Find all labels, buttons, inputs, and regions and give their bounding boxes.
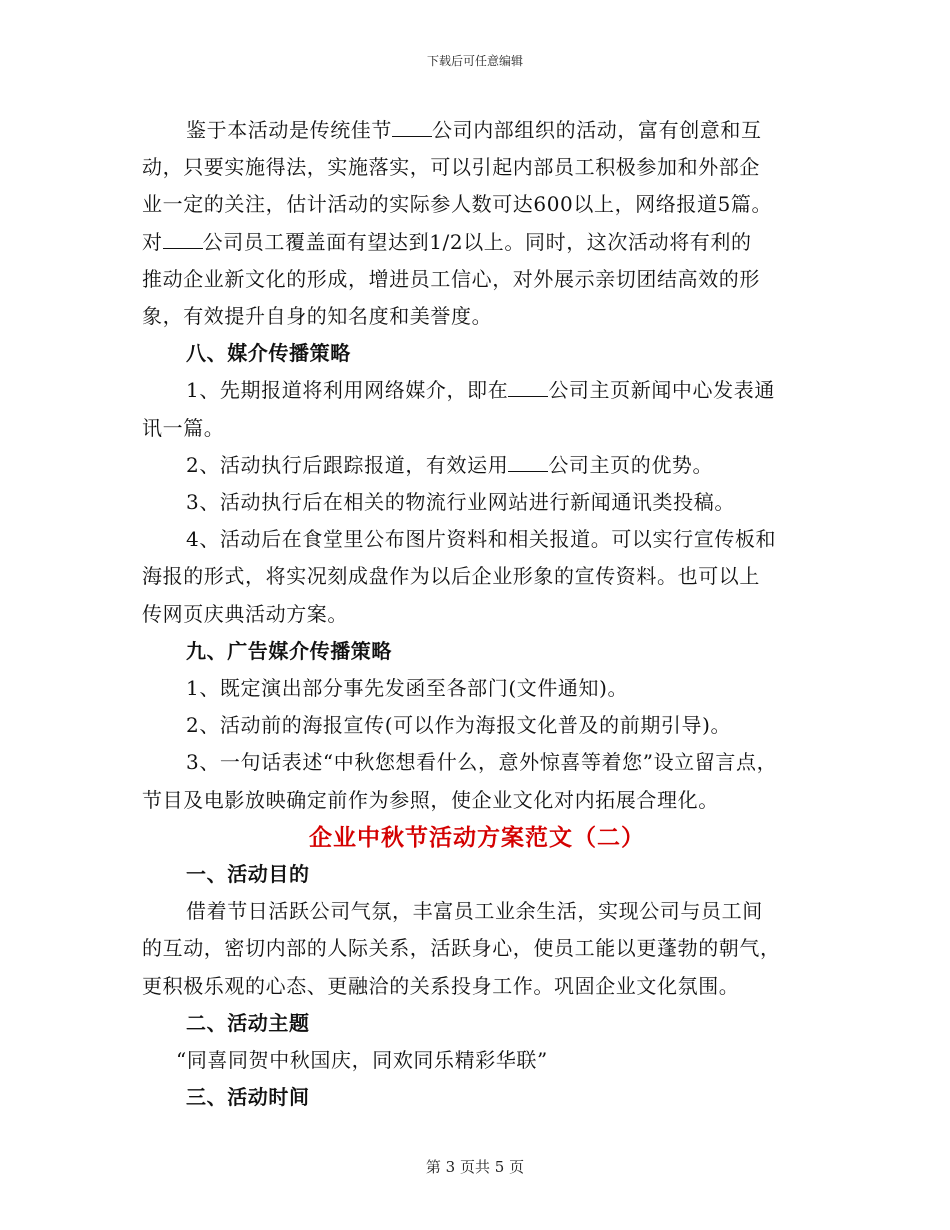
section-title: 企业中秋节活动方案范文（二）: [309, 823, 645, 851]
heading-time: 三、活动时间: [186, 1085, 310, 1110]
text-run: 公司主页新闻中心发表通: [548, 378, 775, 403]
intro-paragraph: [142, 112, 812, 335]
fill-in-blank: [163, 230, 203, 249]
text-run: 鉴于本活动是传统佳节: [186, 118, 392, 142]
ad-item-2: [142, 707, 812, 744]
heading-ad-strategy: 九、广告媒介传播策略: [186, 638, 392, 663]
purpose-paragraph: [142, 893, 812, 1005]
text-line: 海报的形式，将实况刻成盘作为以后企业形象的宣传资料。也可以上: [142, 564, 760, 589]
fill-in-blank: [508, 453, 548, 472]
text-line: [142, 112, 812, 149]
text-line: 2、活动前的海报宣传(可以作为海报文化普及的前期引导)。: [186, 713, 732, 738]
text-line: 业一定的关注，估计活动的实际参人数可达600以上，网络报道5篇。: [142, 192, 773, 217]
media-item-2: [142, 447, 812, 484]
text-run: 2、活动执行后跟踪报道，有效运用: [186, 452, 509, 477]
text-line: 3、一句话表述“中秋您想看什么，意外惊喜等着您”设立留言点，: [186, 750, 778, 775]
text-line: 的互动，密切内部的人际关系，活跃身心，使员工能以更蓬勃的朝气，: [142, 936, 781, 961]
media-item-3: [142, 484, 812, 521]
text-line: “同喜同贺中秋国庆，同欢同乐精彩华联”: [176, 1048, 548, 1073]
heading-media-strategy: 八、媒介传播策略: [186, 341, 351, 366]
text-line: 讯一篇。: [142, 415, 225, 440]
fill-in-blank: [508, 378, 548, 397]
media-item-1: [142, 372, 812, 446]
ad-item-1: [142, 670, 812, 707]
page-header: 下载后可任意编辑: [426, 54, 523, 68]
heading-purpose: 一、活动目的: [186, 862, 310, 887]
document-body: [142, 112, 812, 1116]
text-line: 借着节日活跃公司气氛，丰富员工业余生活，实现公司与员工间: [186, 899, 763, 924]
fill-in-blank: [392, 118, 432, 137]
ad-item-3: [142, 744, 812, 818]
heading-theme: 二、活动主题: [186, 1010, 310, 1035]
text-line: [142, 447, 812, 484]
text-line: [142, 224, 812, 261]
page-footer: 第 3 页共 5 页: [425, 1158, 525, 1176]
text-line: 动，只要实施得法，实施落实，可以引起内部员工积极参加和外部企: [142, 155, 760, 180]
text-line: 传网页庆典活动方案。: [142, 601, 348, 626]
text-line: 4、活动后在食堂里公布图片资料和相关报道。可以实行宣传板和: [186, 527, 777, 552]
text-run: 1、先期报道将利用网络媒介，即在: [186, 378, 509, 403]
media-item-4: [142, 521, 812, 633]
text-line: 3、活动执行后在相关的物流行业网站进行新闻通讯类投稿。: [186, 490, 735, 515]
text-line: 更积极乐观的心态、更融洽的关系投身工作。巩固企业文化氛围。: [142, 973, 740, 998]
text-line: [142, 372, 812, 409]
text-run: 公司内部组织的活动，富有创意和互: [432, 118, 762, 142]
theme-paragraph: [142, 1042, 812, 1079]
text-run: 公司主页的优势。: [548, 452, 714, 477]
text-line: 1、既定演出部分事先发函至各部门(文件通知)。: [186, 676, 629, 701]
text-run: 公司员工覆盖面有望达到1/2以上。同时，这次活动将有利的: [202, 229, 752, 254]
text-line: 推动企业新文化的形成，增进员工信心，对外展示亲切团结高效的形: [142, 266, 760, 291]
text-line: 节目及电影放映确定前作为参照，使企业文化对内拓展合理化。: [142, 787, 719, 812]
text-line: 象，有效提升自身的知名度和美誉度。: [142, 304, 493, 329]
text-run: 对: [142, 229, 163, 254]
